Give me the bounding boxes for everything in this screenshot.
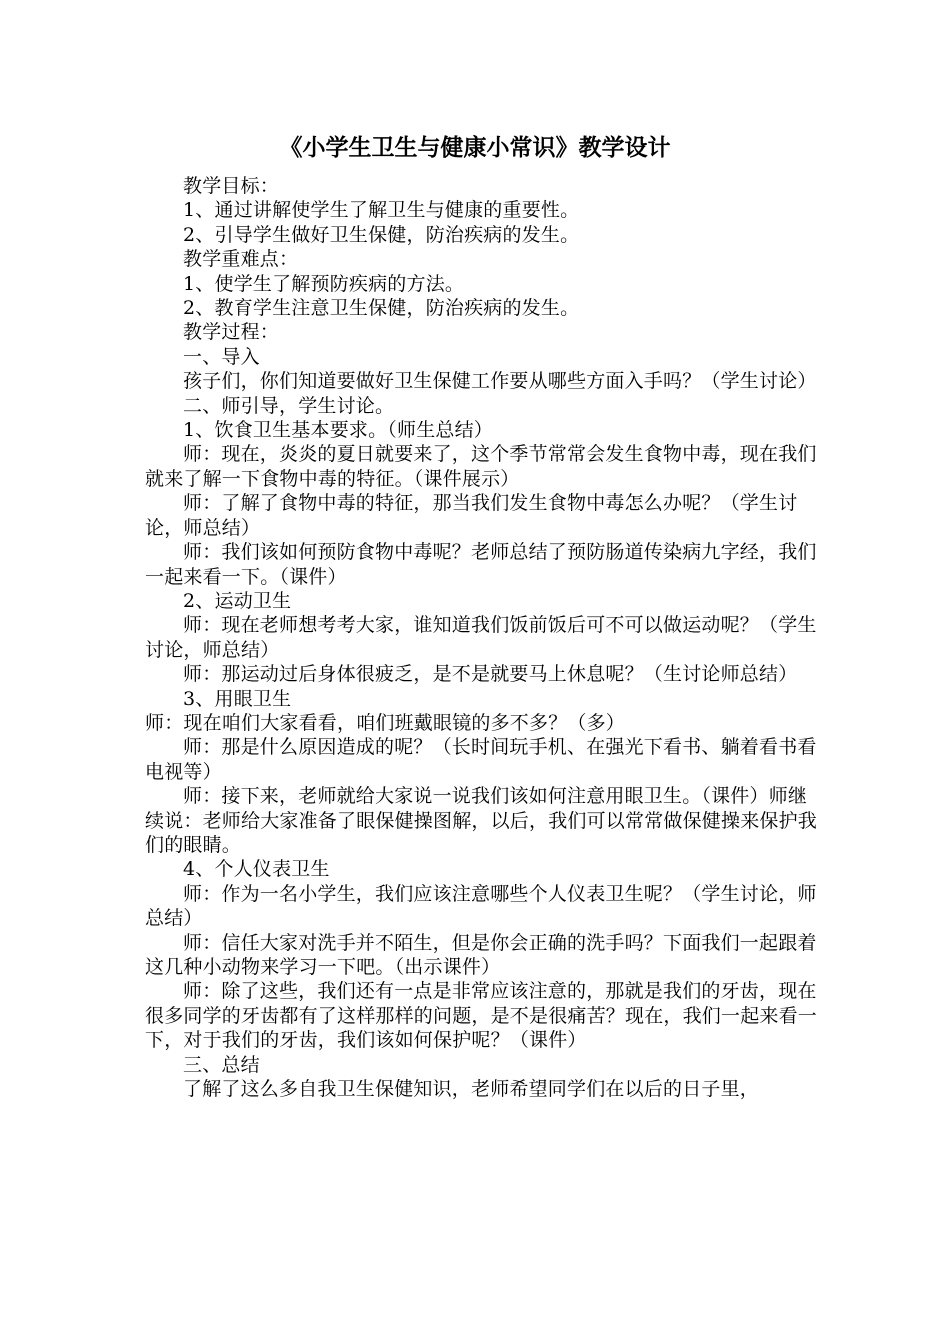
paragraph: 一、导入 (183, 345, 260, 368)
paragraph: 师：作为一名小学生，我们应该注意哪些个人仪表卫生呢？（学生讨论，师总结） (145, 882, 817, 930)
paragraph: 2、运动卫生 (183, 589, 292, 612)
paragraph: 师：那运动过后身体很疲乏，是不是就要马上休息呢？（生讨论师总结） (183, 663, 798, 686)
paragraph: 1、使学生了解预防疾病的方法。 (183, 272, 465, 295)
paragraph: 师：信任大家对洗手并不陌生，但是你会正确的洗手吗？下面我们一起跟着这几种小动物来学习一下吧。（出示课件） (145, 931, 817, 978)
document-body (145, 174, 817, 1101)
paragraph: 师：了解了食物中毒的特征，那当我们发生食物中毒怎么办呢？（学生讨论，师总结） (145, 492, 798, 539)
paragraph: 师：现在老师想考考大家，谁知道我们饭前饭后可不可以做运动呢？（学生讨论，师总结） (145, 614, 817, 661)
paragraph: 4、个人仪表卫生 (183, 858, 330, 881)
paragraph: 教学过程： (183, 321, 280, 344)
document-title: 《小学生卫生与健康小常识》教学设计 (279, 134, 671, 161)
paragraph: 三、总结 (183, 1053, 260, 1076)
paragraph: 师：现在，炎炎的夏日就要来了，这个季节常常会发生食物中毒，现在我们就来了解一下食物中毒的特征。（课件展示） (145, 443, 817, 490)
paragraph: 师：那是什么原因造成的呢？（长时间玩手机、在强光下看书、躺着看书看电视等） (145, 736, 817, 783)
paragraph: 2、引导学生做好卫生保健，防治疾病的发生。 (183, 223, 580, 246)
paragraph: 教学目标： (183, 175, 280, 197)
paragraph: 师：除了这些，我们还有一点是非常应该注意的，那就是我们的牙齿，现在很多同学的牙齿都有了这样那样的问题，是不是很痛苦？现在，我们一起来看一下，对于我们的牙齿，我们该如何保护呢？（课件） (145, 980, 818, 1052)
paragraph: 师：我们该如何预防食物中毒呢？老师总结了预防肠道传染病九字经，我们一起来看一下。（课件） (145, 541, 817, 588)
paragraph: 1、通过讲解使学生了解卫生与健康的重要性。 (183, 199, 580, 222)
paragraph: 3、用眼卫生 (183, 687, 292, 710)
paragraph: 师：现在咱们大家看看，咱们班戴眼镜的多不多？（多） (145, 711, 626, 734)
paragraph: 孩子们，你们知道要做好卫生保健工作要从哪些方面入手吗？（学生讨论） (183, 370, 817, 393)
paragraph: 教学重难点： (183, 248, 299, 271)
paragraph: 2、教育学生注意卫生保健，防治疾病的发生。 (183, 297, 580, 320)
paragraph: 了解了这么多自我卫生保健知识，老师希望同学们在以后的日子里， (183, 1078, 760, 1101)
paragraph: 二、师引导，学生讨论。 (183, 394, 395, 417)
paragraph: 师：接下来，老师就给大家说一说我们该如何注意用眼卫生。（课件）师继续说：老师给大家准备了眼保健操图解，以后，我们可以常常做保健操来保护我们的眼睛。 (145, 785, 818, 856)
paragraph: 1、饮食卫生基本要求。（师生总结） (183, 419, 493, 442)
